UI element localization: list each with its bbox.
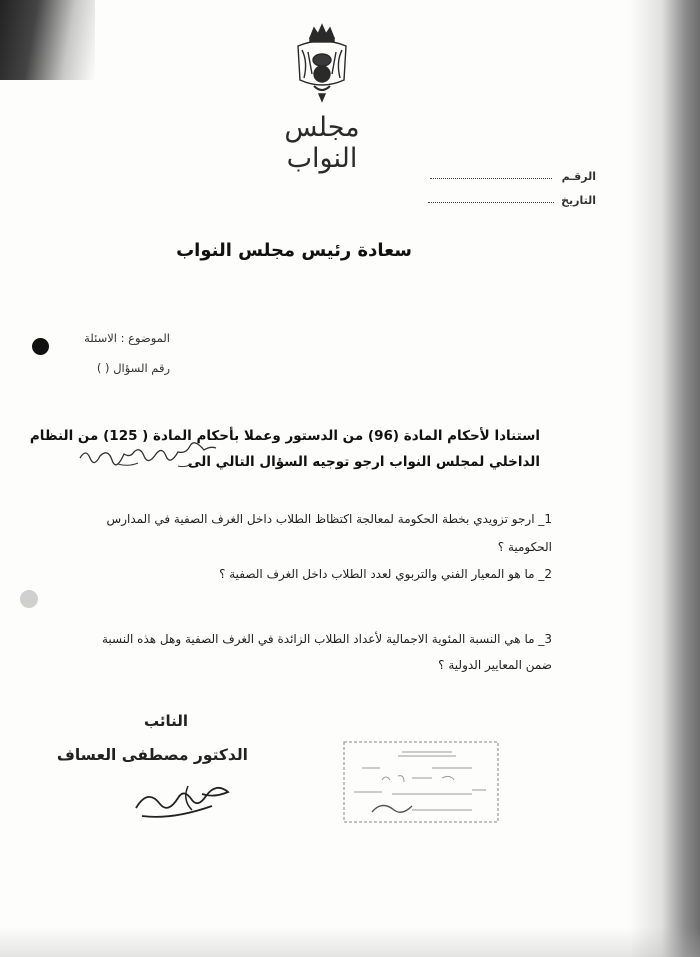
number-label: الرقـم [561,170,596,183]
number-field [430,178,552,179]
signature-name: الدكتور مصطفى العساف [56,746,248,764]
brand-title: مجلس النواب [284,112,360,174]
date-label: التاريخ [561,194,596,207]
question-number: رقم السؤال ( ) [96,361,170,375]
signature-title: النائب [143,712,188,730]
scan-shadow-bottom [0,927,700,957]
question-3-line-2: ضمن المعايير الدولية ؟ [438,658,552,672]
question-1-line-1: 1_ ارجو تزويدي بخطة الحكومة لمعالجة اكتظاظ الطلاب داخل الغرف الصفية في المدارس [106,512,552,526]
received-stamp [342,740,500,824]
scan-shadow-left [0,0,95,80]
coat-of-arms-icon [288,22,356,104]
subject-line: الموضوع : الاسئلة [84,331,170,345]
question-1-line-2: الحكومية ؟ [497,540,552,554]
punch-hole-bottom [20,590,38,608]
question-2: 2_ ما هو المعيار الفني والتربوي لعدد الطلاب داخل الغرف الصفية ؟ [219,567,552,581]
scan-shadow-right [630,0,700,957]
handwritten-signature [130,778,242,824]
date-field [428,202,554,203]
addressee-heading: سعادة رئيس مجلس النواب [176,240,412,261]
punch-hole-top [32,338,49,355]
handwritten-addressee [78,442,228,470]
intro-line-2: الداخلي لمجلس النواب ارجو توجيه السؤال التالي الى [187,454,540,470]
intro-line-1: استنادا لأحكام المادة (96) من الدستور وعملا بأحكام المادة ( 125) من النظام [29,428,540,444]
question-3-line-1: 3_ ما هي النسبة المئوية الاجمالية لأعداد الطلاب الزائدة في الغرف الصفية وهل هذه النسبة [102,632,552,646]
